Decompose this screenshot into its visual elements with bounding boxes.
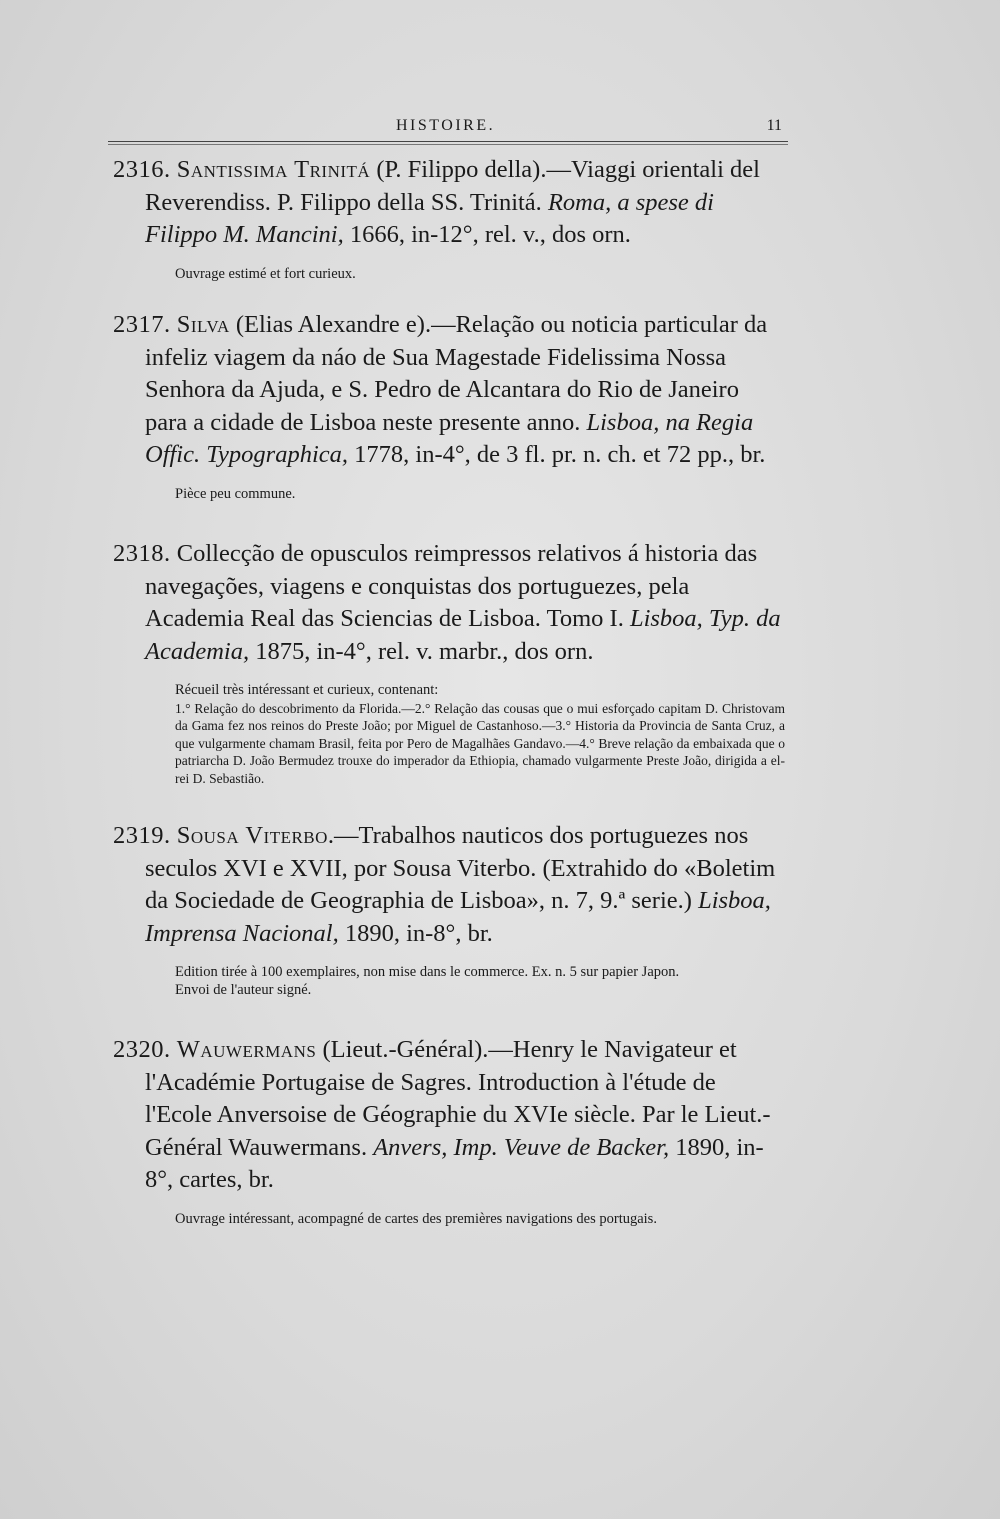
entry-contents: 1.° Relação do descobrimento da Florida.—2.° Relação das cousas que o mui esforçado capitam D. Christovam da Gama fez nos reinos do Preste João; por Miguel de Castanhoso.—3.° Historia da Provincia de Santa Cruz, a que vulgarmente chamam Brasil, feita por Pero de Magalhães Gandavo.—4.° Breve relação da embaixada que o patriarcha D. João Bermudez trouxe do imperador da Ethiopia, chamado vulgarmente Preste João, dirigida a el-rei D. Sebastião. [175,700,785,786]
entry-collation: 1666, in-12°, rel. v., dos orn. [343,221,631,248]
entry-number: 2318. [113,540,171,567]
catalog-entry-2317 [113,309,785,503]
entry-note: Ouvrage intéressant, acompagné de cartes des premières navigations des portugais. [175,1210,657,1227]
entry-number: 2319. [113,822,171,849]
entry-author: Wauwermans [176,1036,317,1063]
entry-text [113,538,785,668]
entry-description: .—Trabalhos nauticos dos portuguezes nos seculos XVI e XVII, por Sousa Viterbo. (Extrahido do «Boletim da Sociedade de Geographia de Lisboa», n. 7, 9.ª serie.) [145,822,776,914]
entry-number: 2316. [113,156,171,183]
catalog-entry-2320 [113,1034,785,1228]
entry-description: Collecção de opusculos reimpressos relativos á historia das navegações, viagens e conquistas dos portuguezes, pela Academia Real das Sciencias de Lisboa. Tomo I. [145,540,758,632]
entry-imprint: Lisboa, Typ. da Academia, [145,605,781,665]
entry-collation: 1890, in-8°, br. [338,919,493,947]
entry-number: 2317. [113,311,171,338]
entry-text [113,309,785,472]
header-rule [108,141,788,145]
entry-imprint: Lisboa, Imprensa Nacional, [145,887,771,947]
entry-collation: 1778, in-4°, de 3 fl. pr. n. ch. et 72 pp., br. [348,441,766,468]
running-header [108,115,788,145]
entry-author: Sousa Viterbo [176,822,328,849]
entry-number: 2320. [113,1036,171,1063]
entry-note: Ouvrage estimé et fort curieux. [175,265,356,282]
entry-note: Edition tirée à 100 exemplaires, non mise dans le commerce. Ex. n. 5 sur papier Japon. [175,964,680,980]
entry-note-2: Envoi de l'auteur signé. [175,981,312,998]
entry-imprint: Roma, a spese di Filippo M. Mancini, [145,188,714,248]
entry-imprint: Anvers, Imp. Veuve de Backer, [373,1133,670,1161]
entry-imprint: Lisboa, na Regia Offic. Typographica, [145,408,754,468]
entry-description: (Lieut.-Général).—Henry le Navigateur et l'Académie Portugaise de Sagres. Introduction à l'étude de l'Ecole Anversoise de Géographie du XVIe siècle. Par le Lieut.-Général Wauwermans. [145,1036,771,1161]
entry-author: Silva [176,311,230,338]
entry-text [113,820,785,950]
page-number: 11 [766,117,782,134]
entry-description: (Elias Alexandre e).—Relação ou noticia particular da infeliz viagem da náo de Sua Magestade Fidelissima Nossa Senhora da Ajuda, e S. Pedro de Alcantara do Rio de Janeiro para a cidade de Lisboa neste presente anno. [145,311,768,436]
entry-note: Pièce peu commune. [175,485,296,502]
entry-text [113,154,785,252]
entry-note: Récueil très intéressant et curieux, contenant: [175,682,439,698]
entry-author: Santissima Trinitá [176,156,371,183]
entry-collation: 1890, in-8°, cartes, br. [145,1133,764,1193]
catalog-entry-2318 [113,538,785,787]
catalog-entry-2319 [113,820,785,999]
entry-collation: 1875, in-4°, rel. v. marbr., dos orn. [249,637,594,665]
header-title: HISTOIRE. [396,117,496,134]
entry-description: (P. Filippo della).—Viaggi orientali del Reverendiss. P. Filippo della SS. Trinitá. [145,156,760,216]
entry-text [113,1034,785,1197]
catalog-entry-2316 [113,154,785,283]
